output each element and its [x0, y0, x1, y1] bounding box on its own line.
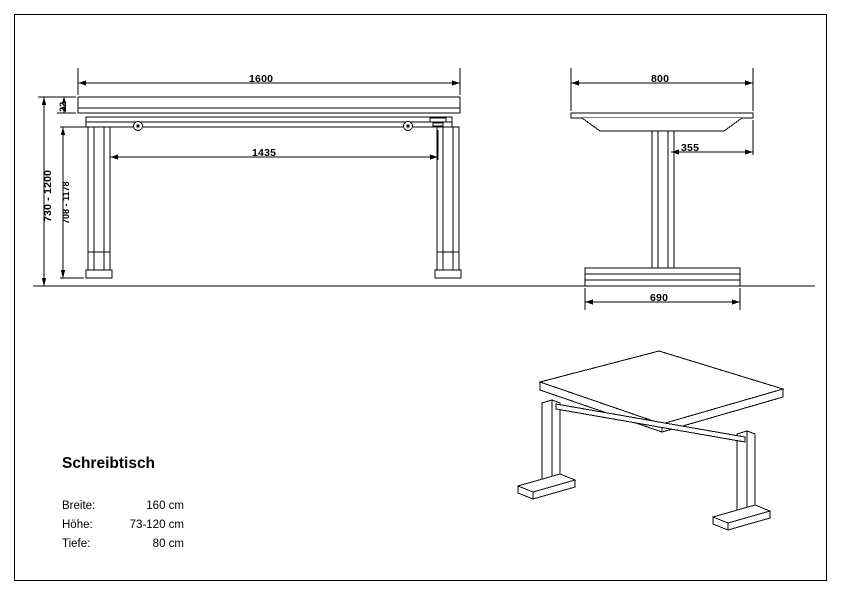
dimension-front-inner-width: 1435 — [252, 147, 277, 159]
dimension-top-thickness: 22 — [58, 101, 68, 112]
dimension-leg-height-range: 708 - 1178 — [61, 181, 71, 224]
dimension-height-range: 730 - 1200 — [42, 169, 54, 222]
spec-value-tiefe: 80 cm — [152, 538, 184, 550]
dimension-front-width: 1600 — [249, 73, 274, 85]
spec-value-hoehe: 73-120 cm — [129, 519, 184, 531]
dimension-base-width: 690 — [650, 292, 669, 304]
page-title: Schreibtisch — [62, 455, 156, 472]
spec-label-breite: Breite: — [62, 500, 96, 512]
spec-row — [62, 538, 184, 550]
spec-row — [62, 500, 184, 512]
spec-value-breite: 160 cm — [146, 500, 184, 512]
dimension-side-offset: 355 — [681, 142, 700, 154]
dimension-side-width: 800 — [651, 73, 670, 85]
spec-label-hoehe: Höhe: — [62, 519, 93, 531]
spec-label-tiefe: Tiefe: — [62, 538, 91, 550]
spec-row — [62, 519, 184, 531]
